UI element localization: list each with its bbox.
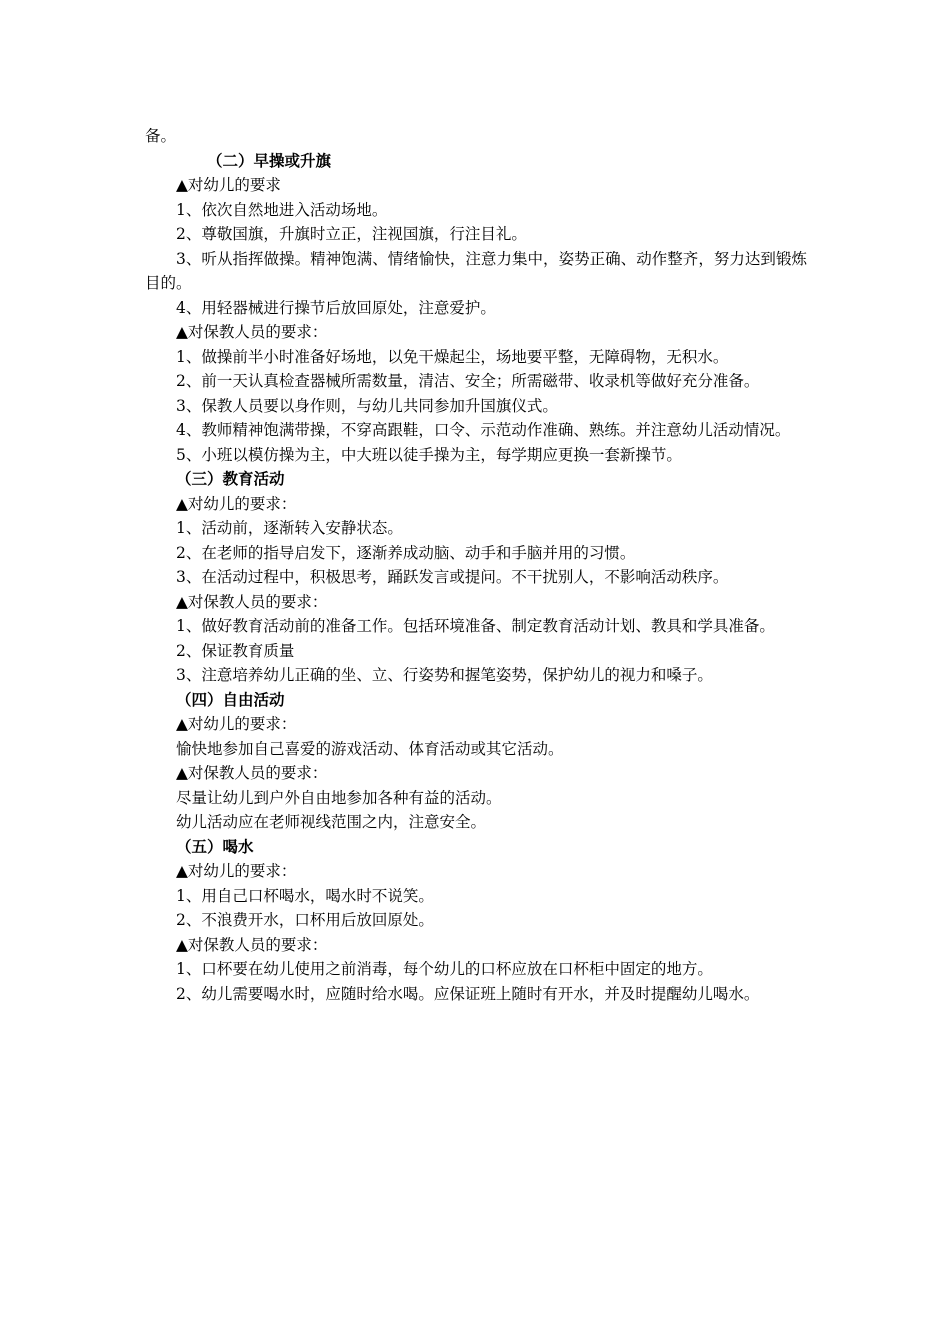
body-paragraph: 1、口杯要在幼儿使用之前消毒，每个幼儿的口杯应放在口杯柜中固定的地方。 <box>176 960 713 978</box>
body-paragraph: 1、用自己口杯喝水，喝水时不说笑。 <box>176 886 434 905</box>
body-paragraph: 1、做操前半小时准备好场地，以免干燥起尘，场地要平整，无障碍物，无积水。 <box>176 347 729 366</box>
body-paragraph: 1、做好教育活动前的准备工作。包括环境准备、制定教育活动计划、教具和学具准备。 <box>176 617 775 635</box>
body-paragraph: ▲对幼儿的要求： <box>176 862 297 880</box>
body-paragraph: 幼儿活动应在老师视线范围之内，注意安全。 <box>176 813 487 831</box>
body-paragraph: 3、在活动过程中，积极思考，踊跃发言或提问。不干扰别人，不影响活动秩序。 <box>176 568 729 586</box>
body-paragraph: 愉快地参加自己喜爱的游戏活动、体育活动或其它活动。 <box>176 739 564 758</box>
body-paragraph: 1、活动前，逐渐转入安静状态。 <box>176 519 403 537</box>
section-heading: （五）喝水 <box>176 837 254 856</box>
body-paragraph: 2、保证教育质量 <box>176 641 295 660</box>
body-paragraph: 2、在老师的指导启发下，逐渐养成动脑、动手和手脑并用的习惯。 <box>176 543 636 562</box>
section-heading: （四）自由活动 <box>176 690 285 709</box>
body-paragraph: ▲对保教人员的要求： <box>176 323 328 341</box>
body-paragraph: ▲对幼儿的要求： <box>176 715 297 733</box>
body-paragraph: 2、前一天认真检查器械所需数量，清洁、安全；所需磁带、收录机等做好充分准备。 <box>176 372 760 390</box>
body-paragraph: 3、保教人员要以身作则，与幼儿共同参加升国旗仪式。 <box>176 396 558 415</box>
body-paragraph: 3、注意培养幼儿正确的坐、立、行姿势和握笔姿势，保护幼儿的视力和嗓子。 <box>176 666 713 684</box>
body-paragraph: 尽量让幼儿到户外自由地参加各种有益的活动。 <box>176 788 502 807</box>
body-paragraph: 备。 <box>145 127 177 145</box>
body-paragraph: ▲对保教人员的要求： <box>176 935 328 954</box>
body-paragraph: 3、听从指挥做操。精神饱满、情绪愉快，注意力集中，姿势正确、动作整齐，努力达到锻炼目的。 <box>145 249 807 292</box>
body-paragraph: 1、依次自然地进入活动场地。 <box>176 200 388 219</box>
body-paragraph: 2、尊敬国旗，升旗时立正，注视国旗，行注目礼。 <box>176 225 527 243</box>
body-paragraph: 5、小班以模仿操为主，中大班以徒手操为主，每学期应更换一套新操节。 <box>176 445 682 464</box>
body-paragraph: 4、用轻器械进行操节后放回原处，注意爱护。 <box>176 298 496 317</box>
body-paragraph: 2、幼儿需要喝水时，应随时给水喝。应保证班上随时有开水，并及时提醒幼儿喝水。 <box>176 984 760 1003</box>
body-paragraph: ▲对幼儿的要求 <box>176 176 281 194</box>
section-heading: （二）早操或升旗 <box>207 151 332 170</box>
section-heading: （三）教育活动 <box>176 470 285 488</box>
body-paragraph: ▲对保教人员的要求： <box>176 764 328 782</box>
body-paragraph: 2、不浪费开水，口杯用后放回原处。 <box>176 911 434 929</box>
body-paragraph: 4、教师精神饱满带操，不穿高跟鞋，口令、示范动作准确、熟练。并注意幼儿活动情况。 <box>176 421 791 439</box>
document-page <box>145 124 807 1006</box>
body-paragraph: ▲对幼儿的要求： <box>176 494 297 513</box>
body-paragraph: ▲对保教人员的要求： <box>176 592 328 611</box>
